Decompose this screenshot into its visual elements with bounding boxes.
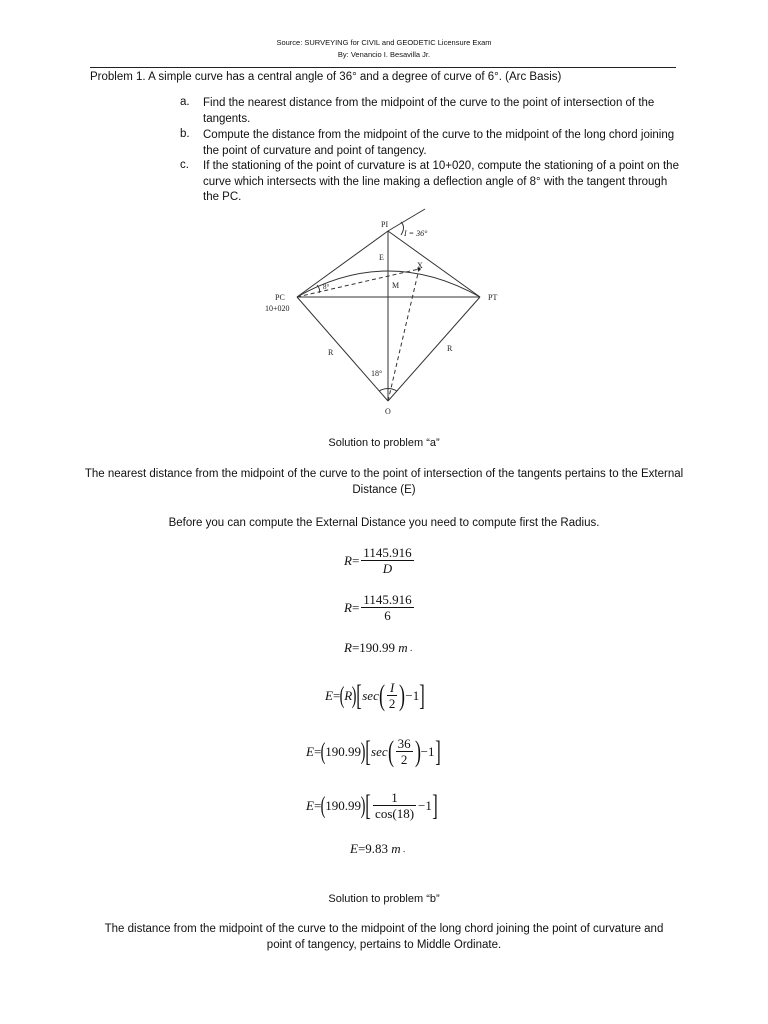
fraction-numerator: 36 [397,736,411,751]
label-pt: PT [488,293,498,302]
fraction-denominator: 6 [384,608,391,623]
label-pc: PC [275,293,285,302]
radius-right [388,297,480,401]
item-text: Compute the distance from the midpoint of the curve to the midpoint of the long chord joining the point of curvature and point of tangency. [203,129,675,157]
equation-e-cosine: E = ( 190.99 ) [ $\frac{1}{\cos(18)}$ −1 ] [306,788,438,822]
tangent-pc-pi [297,231,388,297]
fraction-numerator: 1 [373,790,416,806]
equation-r-formula: R = $\frac{1145.916}{D}$ [344,545,412,576]
fraction-denominator: D [382,561,393,576]
deflection-line [297,269,419,297]
label-center-angle: 18° [371,369,383,378]
label-o: O [385,407,391,416]
item-label: b. [180,128,190,140]
solution-b-paragraph-1: The distance from the midpoint of the curve to the midpoint of the long chord joining the point of curvature and point of tangency, pertains to Middle Ordinate. [104,923,664,951]
label-e: E [379,253,384,262]
tangent-extension [388,209,425,231]
fraction-denominator: 2 [400,752,408,767]
fraction-numerator: 1145.916 [363,545,412,560]
solution-b-heading: Solution to problem “b” [328,893,440,905]
equation-e-result: E = 9.83 m . [350,841,406,856]
problem-title: Problem 1. A simple curve has a central angle of 36° and a degree of curve of 6°. (Arc Basis) [90,71,562,83]
radius-value: 190.99 [325,743,362,759]
item-text: If the stationing of the point of curvature is at 10+020, compute the stationing of a point on the curve which intersects with the line making a deflection angle of 8° with the tangent through the PC. [203,160,679,203]
external-distance-value: 9.83 [365,841,389,856]
label-x: X [417,261,423,270]
solution-a-paragraph-2: Before you can compute the External Distance you need to compute first the Radius. [168,517,600,529]
fraction-denominator: 2 [388,696,396,711]
radius-value: 190.99 [325,797,362,813]
fraction-numerator: I [387,680,398,696]
item-label: a. [180,96,190,108]
label-deflection: 8° [323,283,330,291]
label-r-right: R [447,344,453,353]
equation-r-result: R = 190.99 m . [344,640,413,655]
item-label: c. [180,159,189,171]
equation-r-substituted: R = $\frac{1145.916}{6}$ [344,592,412,623]
label-m: M [392,281,400,290]
item-text: Find the nearest distance from the midpoint of the curve to the point of intersection of the tangents. [203,97,655,125]
radius-left [297,297,388,401]
header-rule [90,67,676,68]
label-angle-i: I = 36° [404,229,428,238]
author-line: By: Venancio I. Besavilla Jr. [337,50,431,59]
radius-value: 190.99 [359,640,396,655]
label-pi: PI [381,220,389,229]
fraction-numerator: 1145.916 [363,592,412,607]
label-r-left: R [328,348,334,357]
equation-e-substituted: E = ( 190.99 ) [ sec ( $\frac{36}{2}$ ) −1 ] [306,734,441,768]
solution-a-heading: Solution to problem “a” [328,437,440,449]
source-line: Source: SURVEYING for CIVIL and GEODETIC Licensure Exam [276,38,492,47]
curve-diagram [255,205,525,420]
equation-e-formula: E = ( R ) [ sec ( $\frac{I}{2}$ ) −1 ] [325,678,425,712]
tangent-pi-pt [388,231,480,297]
solution-a-paragraph-1: The nearest distance from the midpoint of the curve to the point of intersection of the tangents pertains to the External Distance (E) [84,468,684,496]
fraction-denominator: cos(18) [375,806,415,821]
label-station: 10+020 [265,304,290,313]
